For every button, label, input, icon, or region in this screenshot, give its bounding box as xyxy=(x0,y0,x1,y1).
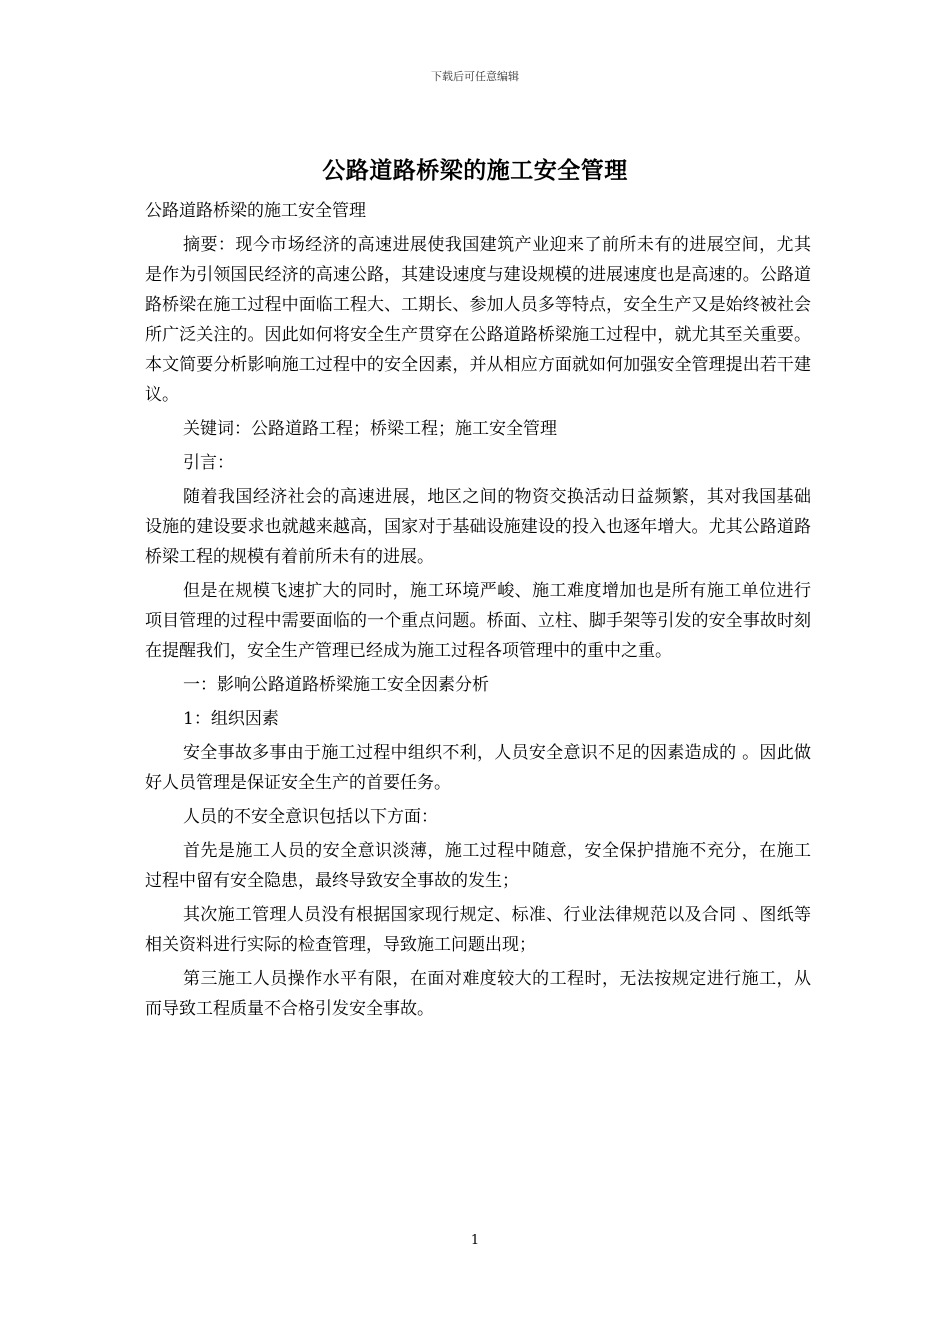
subsection-heading: 1：组织因素 xyxy=(183,709,279,729)
body-paragraph: 人员的不安全意识包括以下方面： xyxy=(183,807,438,827)
introduction-heading: 引言： xyxy=(183,453,234,473)
page-number: 1 xyxy=(470,1233,480,1248)
keywords-paragraph: 关键词：公路道路工程；桥梁工程；施工安全管理 xyxy=(183,419,557,439)
body-paragraph: 第三施工人员操作水平有限，在面对难度较大的工程时，无法按规定进行施工，从而导致工程质量不合格引发安全事故。 xyxy=(145,969,811,1019)
document-title: 公路道路桥梁的施工安全管理 xyxy=(322,157,628,184)
header-note: 下载后可任意编辑 xyxy=(431,70,519,83)
body-paragraph: 首先是施工人员的安全意识淡薄，施工过程中随意，安全保护措施不充分，在施工过程中留有安全隐患，最终导致安全事故的发生； xyxy=(145,841,811,891)
document-body xyxy=(145,196,811,1028)
body-paragraph: 其次施工管理人员没有根据国家现行规定、标准、行业法律规范以及合同 、图纸等相关资料进行实际的检查管理，导致施工问题出现； xyxy=(145,905,811,955)
body-paragraph: 但是在规模飞速扩大的同时，施工环境严峻、施工难度增加也是所有施工单位进行项目管理的过程中需要面临的一个重点问题。桥面、立柱、脚手架等引发的安全事故时刻在提醒我们，安全生产管理已经成为施工过程各项管理中的重中之重。 xyxy=(145,581,811,661)
body-paragraph: 安全事故多事由于施工过程中组织不利，人员安全意识不足的因素造成的 。因此做好人员管理是保证安全生产的首要任务。 xyxy=(145,743,811,793)
abstract-paragraph: 摘要：现今市场经济的高速进展使我国建筑产业迎来了前所未有的进展空间，尤其是作为引领国民经济的高速公路，其建设速度与建设规模的进展速度也是高速的。公路道路桥梁在施工过程中面临工程大、工期长、参加人员多等特点，安全生产又是始终被社会所广泛关注的。因此如何将安全生产贯穿在公路道路桥梁施工过程中，就尤其至关重要。本文简要分析影响施工过程中的安全因素，并从相应方面就如何加强安全管理提出若干建议。 xyxy=(145,235,811,405)
body-paragraph: 随着我国经济社会的高速进展，地区之间的物资交换活动日益频繁，其对我国基础设施的建设要求也就越来越高，国家对于基础设施建设的投入也逐年增大。尤其公路道路桥梁工程的规模有着前所未有的进展。 xyxy=(145,487,811,567)
section-heading: 一：影响公路道路桥梁施工安全因素分析 xyxy=(183,675,489,695)
subtitle-paragraph: 公路道路桥梁的施工安全管理 xyxy=(145,201,366,221)
